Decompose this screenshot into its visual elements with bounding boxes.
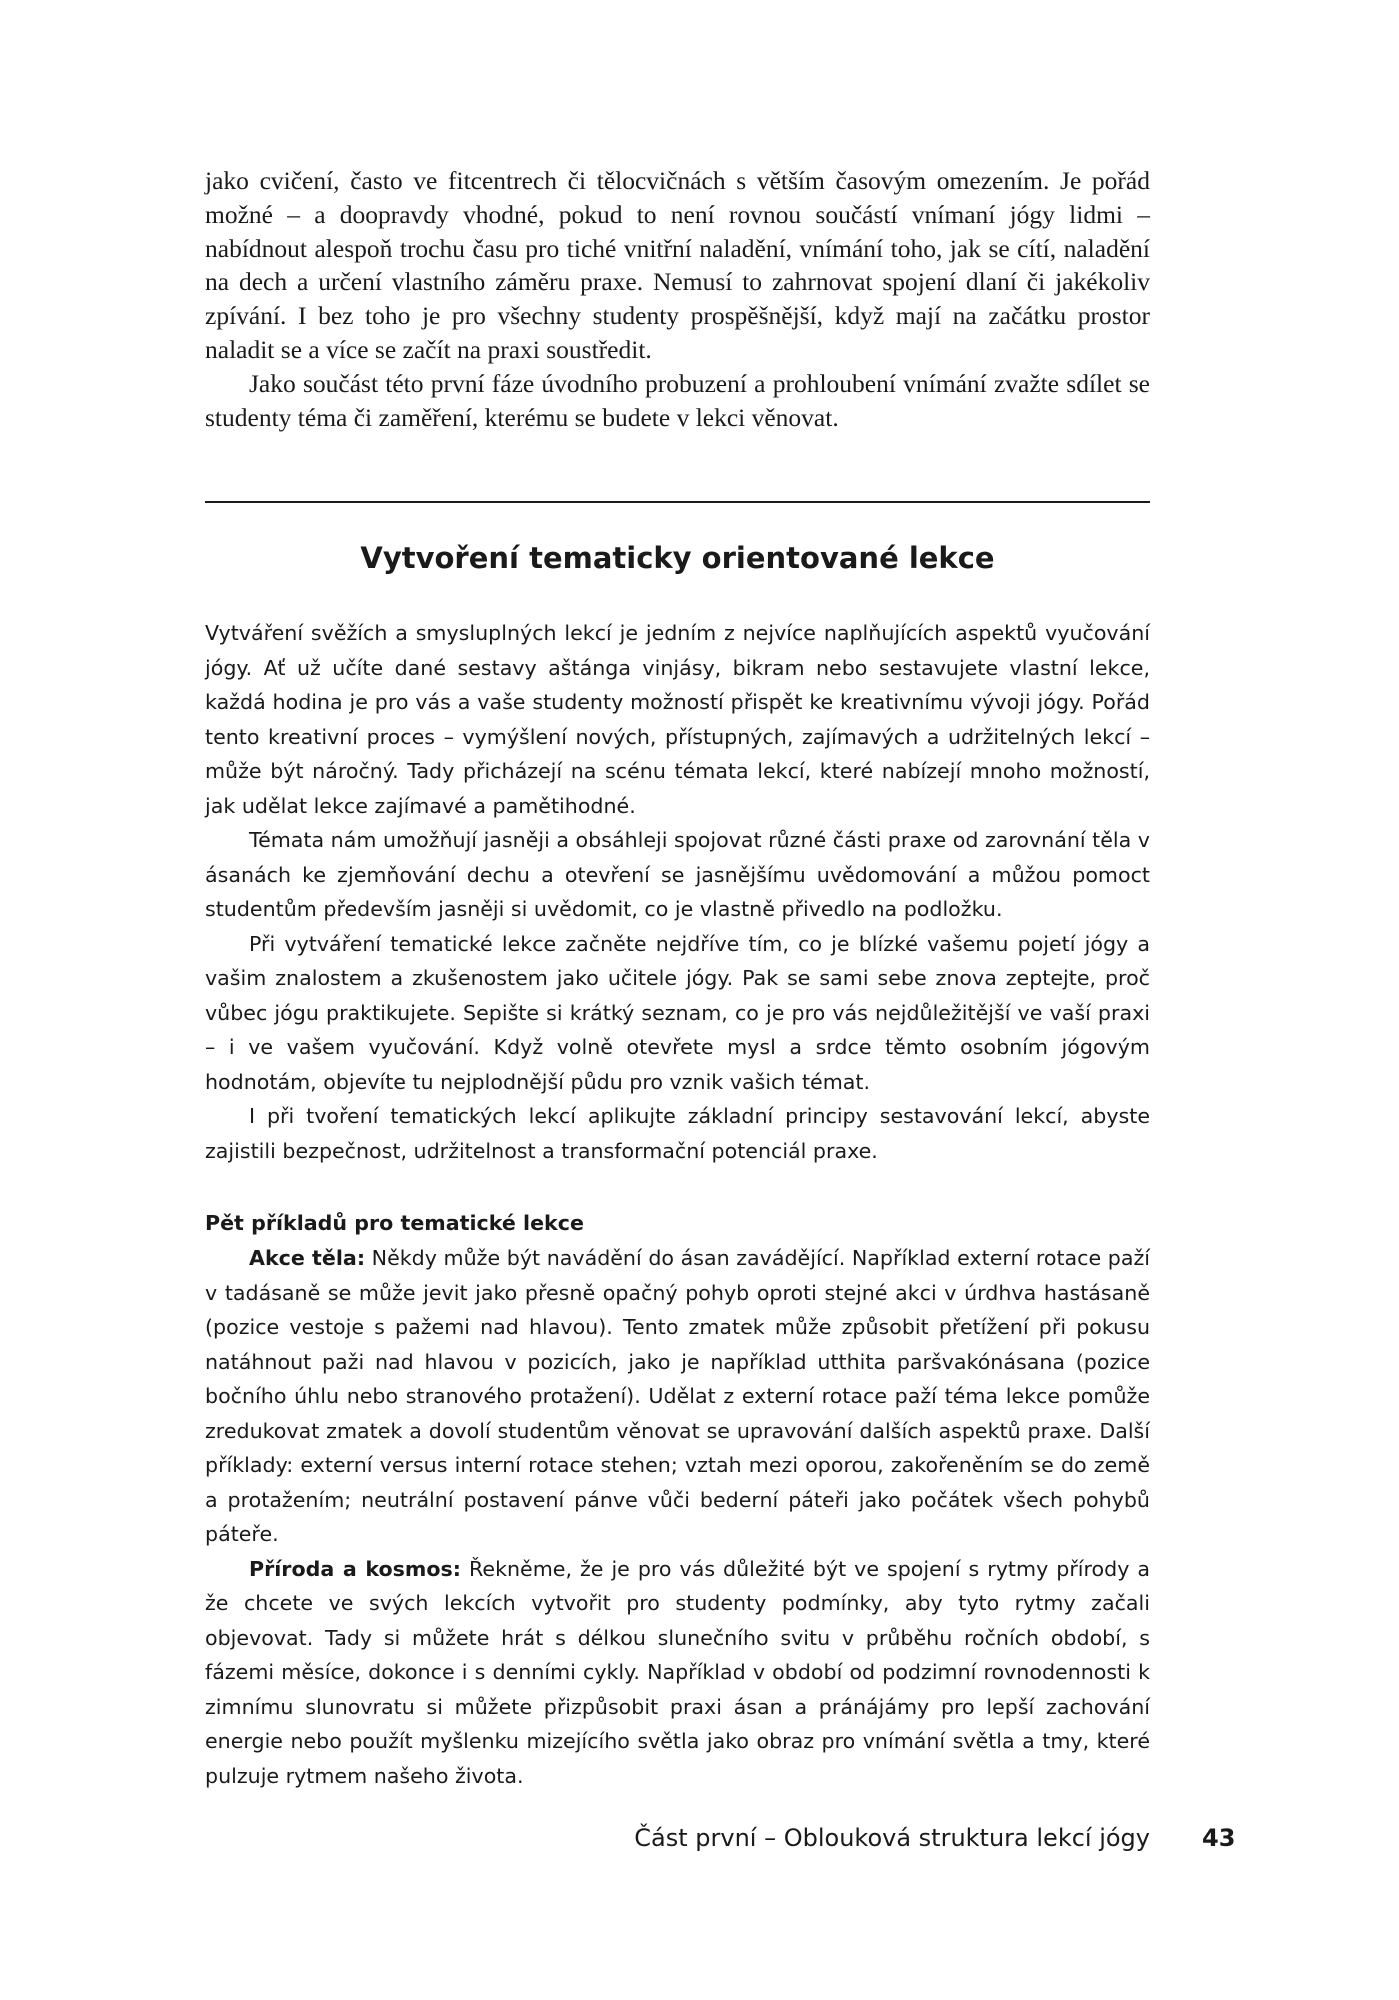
section-paragraph-2: Témata nám umožňují jasněji a obsáhleji spojovat různé části praxe od zarovnání těla v ásanách ke zjemňování dechu a otevření se jasnějšímu uvědomování a můžou pomoct studentům především jasněji si uvědomit, co je vlastně přivedlo na podložku. [205, 828, 1150, 921]
section-paragraph-4: I při tvoření tematických lekcí aplikujte základní principy sestavování lekcí, abyste zajistili bezpečnost, udržitelnost a transformační potenciál praxe. [205, 1104, 1150, 1163]
page-number: 43 [1202, 1824, 1236, 1852]
page-footer [205, 1818, 1150, 1858]
example-term: Příroda a kosmos: [249, 1556, 462, 1581]
running-footer-title: Část první – Oblouková struktura lekcí jógy [634, 1824, 1150, 1852]
section-paragraph-1: Vytváření svěžích a smysluplných lekcí je jedním z nejvíce naplňujících aspektů vyučování jógy. Ať už učíte dané sestavy aštánga vinjásy, bikram nebo sestavujete vlastní lekce, každá hodina je pro vás a vaše studenty možností přispět ke kreativnímu vývoji jógy. Pořád tento kreativní proces – vymýšlení nových, přístupných, zajímavých a udržitelných lekcí – může být náročný. Tady přicházejí na scénu témata lekcí, které nabízejí mnoho možností, jak udělat lekce zajímavé a pamětihodné. [205, 621, 1150, 818]
section-body [205, 616, 1150, 1168]
examples-body [205, 1241, 1150, 1793]
intro-text [205, 164, 1150, 434]
example-item-body-actions [205, 1241, 1150, 1552]
example-term: Akce těla: [249, 1246, 366, 1270]
example-text: Někdy může být navádění do ásan zavádějící. Například externí rotace paží v tadásaně se může jevit jako přesně opačný pohyb oproti stejné akci v úrdhva hastásaně (pozice vestoje s pažemi nad hlavou). Tento zmatek může způsobit přetížení při pokusu natáhnout paži nad hlavou v pozicích, jako je například utthita paršvakónásana (pozice bočního úhlu nebo stranového protažení). Udělat z externí rotace paží téma lekce pomůže zredukovat zmatek a dovolí studentům věnovat se upravování dalších aspektů praxe. Další příklady: externí versus interní rotace stehen; vztah mezi oporou, zakořeněním se do země a protažením; neutrální postavení pánve vůči bederní páteři jako počátek všech pohybů páteře. [205, 1246, 1150, 1546]
intro-paragraph-1: jako cvičení, často ve fitcentrech či tělocvičnách s větším časovým omezením. Je pořád možné – a doopravdy vhodné, pokud to není rovnou součástí vnímaní jógy lidmi – nabídnout alespoň trochu času pro tiché vnitřní naladění, vnímání toho, jak se cítí, naladění na dech a určení vlastního záměru praxe. Nemusí to zahrnovat spojení dlaní či jakékoliv zpívání. I bez toho je pro všechny studenty prospěšnější, když mají na začátku prostor naladit se a více se začít na praxi soustředit. [205, 166, 1150, 364]
examples-heading: Pět příkladů pro tematické lekce [205, 1211, 584, 1235]
intro-paragraph-2: Jako součást této první fáze úvodního probuzení a prohloubení vnímání zvažte sdílet se studenty téma či zaměření, kterému se budete v lekci věnovat. [205, 368, 1150, 432]
example-item-nature-cosmos [205, 1552, 1150, 1794]
example-text: Řekněme, že je pro vás důležité být ve spojení s rytmy přírody a že chcete ve svých lekcích vytvořit pro studenty podmínky, aby tyto rytmy začali objevovat. Tady si můžete hrát s délkou slunečního svitu v průběhu ročních období, s fázemi měsíce, dokonce i s denními cykly. Například v období od podzimní rovnodennosti k zimnímu slunovratu si můžete přizpůsobit praxi ásan a pránájámy pro lepší zachování energie nebo použít myšlenku mizejícího světla jako obraz pro vnímání světla a tmy, které pulzuje rytmem našeho života. [205, 1556, 1150, 1788]
section-paragraph-3: Při vytváření tematické lekce začněte nejdříve tím, co je blízké vašemu pojetí jógy a vašim znalostem a zkušenostem jako učitele jógy. Pak se sami sebe znova zeptejte, proč vůbec jógu praktikujete. Sepište si krátký seznam, co je pro vás nejdůležitější ve vaší praxi – i ve vašem vyučování. Když volně otevřete mysl a srdce těmto osobním jógovým hodnotám, objevíte tu nejplodnější půdu pro vznik vašich témat. [205, 931, 1150, 1094]
section-heading: Vytvoření tematicky orientované lekce [360, 541, 995, 575]
section-divider [205, 501, 1150, 503]
